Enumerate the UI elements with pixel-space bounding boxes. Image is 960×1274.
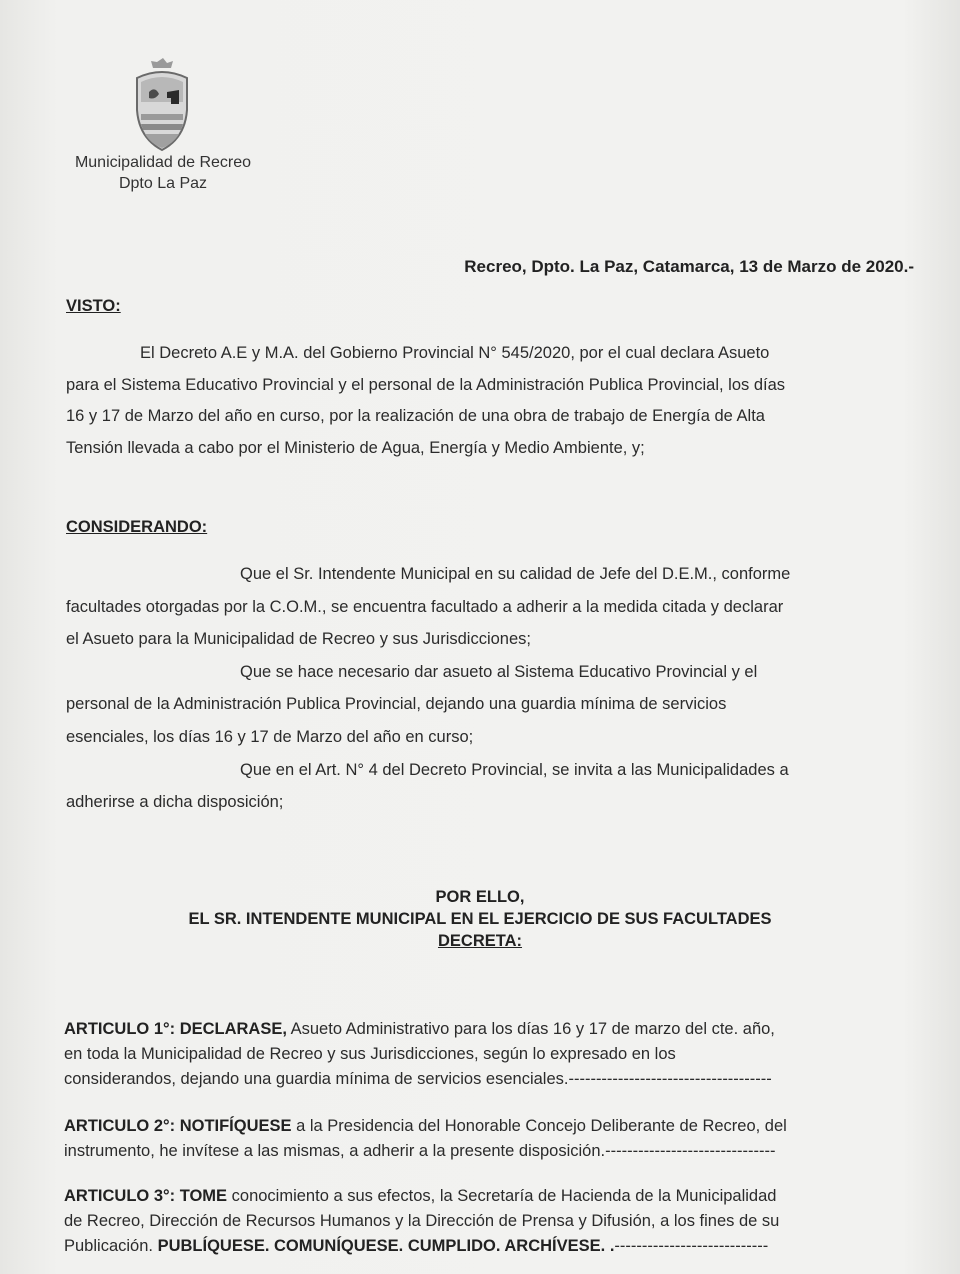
article-text: instrumento, he invítese a las mismas, a adherir a la presente disposición.------------------------------- [64,1142,776,1160]
visto-line: Tensión llevada a cabo por el Ministerio de Agua, Energía y Medio Ambiente, y; [66,438,645,457]
considerando-line: Que en el Art. N° 4 del Decreto Provincial, se invita a las Municipalidades a [240,760,789,779]
visto-line: El Decreto A.E y M.A. del Gobierno Provincial N° 545/2020, por el cual declara Asueto [140,344,770,362]
municipality-header [68,152,258,194]
article-label: ARTICULO 3°: [64,1187,176,1205]
municipality-name: Municipalidad de Recreo [74,154,252,171]
intendente-line: EL SR. INTENDENTE MUNICIPAL EN EL EJERCICIO DE SUS FACULTADES [188,910,772,928]
dateline: Recreo, Dpto. La Paz, Catamarca, 13 de Marzo de 2020.- [464,257,914,276]
visto-heading: VISTO: [66,297,121,315]
considerando-line: esenciales, los días 16 y 17 de Marzo del año en curso; [66,727,474,746]
considerando-line: adherirse a dicha disposición; [66,793,284,812]
considerando-paragraph [66,558,912,819]
article-2 [64,1114,914,1164]
considerando-line: el Asueto para la Municipalidad de Recreo y sus Jurisdicciones; [66,630,531,649]
considerando-heading: CONSIDERANDO: [66,518,208,536]
article-label: ARTICULO 2°: [64,1117,176,1135]
article-verb: NOTIFÍQUESE [179,1117,292,1135]
municipal-coat-of-arms-icon [127,58,197,154]
visto-paragraph [66,338,912,464]
decreta-heading: DECRETA: [437,932,523,950]
article-label: ARTICULO 1°: [64,1020,176,1038]
considerando-line: Que el Sr. Intendente Municipal en su calidad de Jefe del D.E.M., conforme [240,565,791,583]
article-3 [64,1184,914,1259]
article-verb: TOME [179,1187,228,1205]
considerando-line: facultades otorgadas por la C.O.M., se encuentra facultado a adherir a la medida citada y declarar [66,597,784,616]
article-text: considerandos, dejando una guardia mínima de servicios esenciales.------------------------------------- [64,1070,772,1088]
por-ello-block [0,886,960,952]
article-text: a la Presidencia del Honorable Concejo Deliberante de Recreo, del [291,1117,787,1135]
department-name: Dpto La Paz [118,175,208,192]
article-text: conocimiento a sus efectos, la Secretaría de Hacienda de la Municipalidad [227,1187,777,1205]
article-text: en toda la Municipalidad de Recreo y sus Jurisdicciones, según lo expresado en los [64,1045,676,1063]
article-text: ---------------------------- [614,1237,769,1255]
visto-line: 16 y 17 de Marzo del año en curso, por la realización de una obra de trabajo de Energía de Alta [66,407,765,425]
article-text: de Recreo, Dirección de Recursos Humanos y la Dirección de Prensa y Difusión, a los fines de su [64,1212,780,1230]
por-ello-line: POR ELLO, [435,888,525,906]
visto-line: para el Sistema Educativo Provincial y el personal de la Administración Publica Provincial, los días [66,375,786,394]
article-text: Publicación. [64,1237,158,1255]
article-1 [64,1017,914,1092]
article-verb: DECLARASE, [179,1020,287,1038]
article-text: Asueto Administrativo para los días 16 y 17 de marzo del cte. año, [286,1020,775,1038]
considerando-line: personal de la Administración Publica Provincial, dejando una guardia mínima de servicios [66,695,727,714]
considerando-line: Que se hace necesario dar asueto al Sistema Educativo Provincial y el [240,662,758,681]
closing-formula: PUBLÍQUESE. COMUNÍQUESE. CUMPLIDO. ARCHÍVESE. . [157,1237,615,1255]
